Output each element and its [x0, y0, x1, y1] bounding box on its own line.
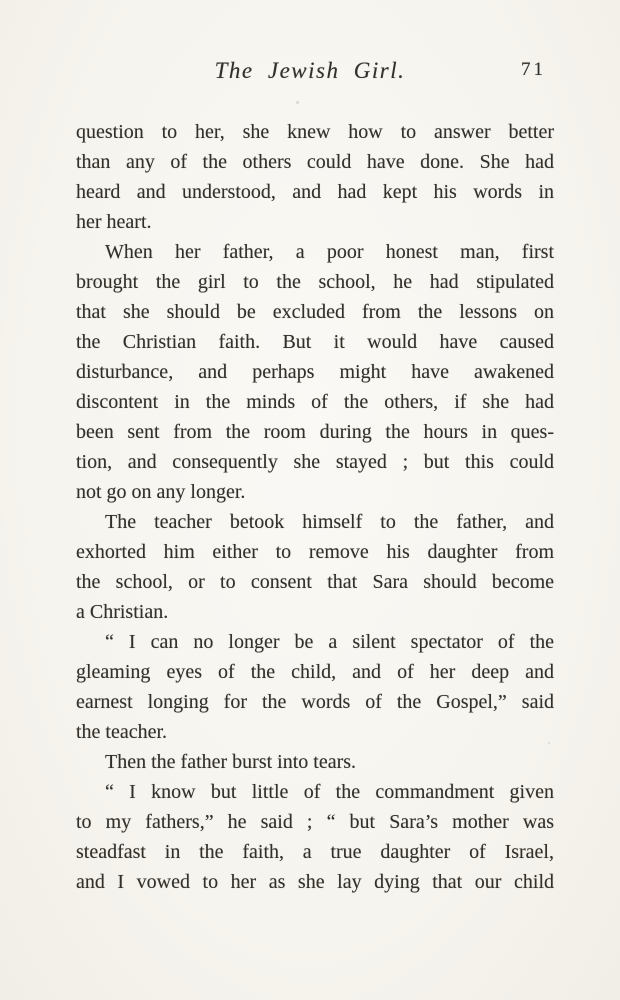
text-line: tion, and consequently she stayed ; but this could	[76, 451, 554, 473]
text-line: brought the girl to the school, he had stipulated	[76, 271, 554, 293]
text-line: that she should be excluded from the lessons on	[76, 301, 554, 323]
scan-speck	[296, 101, 299, 104]
text-line: disturbance, and perhaps might have awakened	[76, 361, 554, 383]
text-line: discontent in the minds of the others, if she had	[76, 391, 554, 413]
text-line: steadfast in the faith, a true daughter of Israel,	[76, 841, 554, 863]
text-line: the school, or to consent that Sara should become	[76, 571, 554, 593]
text-line: The teacher betook himself to the father, and	[105, 511, 554, 533]
page-number: 71	[521, 59, 546, 80]
text-line: her heart.	[76, 211, 152, 233]
text-line: earnest longing for the words of the Gospel,” said	[76, 691, 554, 713]
paragraph	[76, 117, 554, 237]
paragraph	[76, 237, 554, 507]
text-line: “ I can no longer be a silent spectator of the	[105, 631, 554, 653]
text-line: and I vowed to her as she lay dying that our child	[76, 871, 554, 893]
text-line: a Christian.	[76, 601, 169, 623]
text-line: heard and understood, and had kept his words in	[76, 181, 554, 203]
text-line: to my fathers,” he said ; “ but Sara’s mother was	[76, 811, 554, 833]
paragraph	[76, 777, 554, 897]
text-line: not go on any longer.	[76, 481, 246, 503]
page-header	[0, 58, 620, 88]
text-line: the teacher.	[76, 721, 168, 743]
text-line: gleaming eyes of the child, and of her deep and	[76, 661, 554, 683]
paragraph	[76, 627, 554, 747]
paragraph	[76, 507, 554, 627]
running-title: The Jewish Girl.	[214, 58, 406, 83]
text-line: been sent from the room during the hours in ques-	[76, 421, 554, 443]
text-line: “ I know but little of the commandment given	[105, 781, 554, 803]
text-line: When her father, a poor honest man, first	[105, 241, 554, 263]
text-line: exhorted him either to remove his daughter from	[76, 541, 554, 563]
text-line: than any of the others could have done. She had	[76, 151, 554, 173]
text-line: the Christian faith. But it would have caused	[76, 331, 554, 353]
text-line: question to her, she knew how to answer better	[76, 121, 554, 143]
paragraph	[76, 747, 554, 777]
page-body	[76, 117, 554, 897]
text-line: Then the father burst into tears.	[105, 751, 357, 773]
